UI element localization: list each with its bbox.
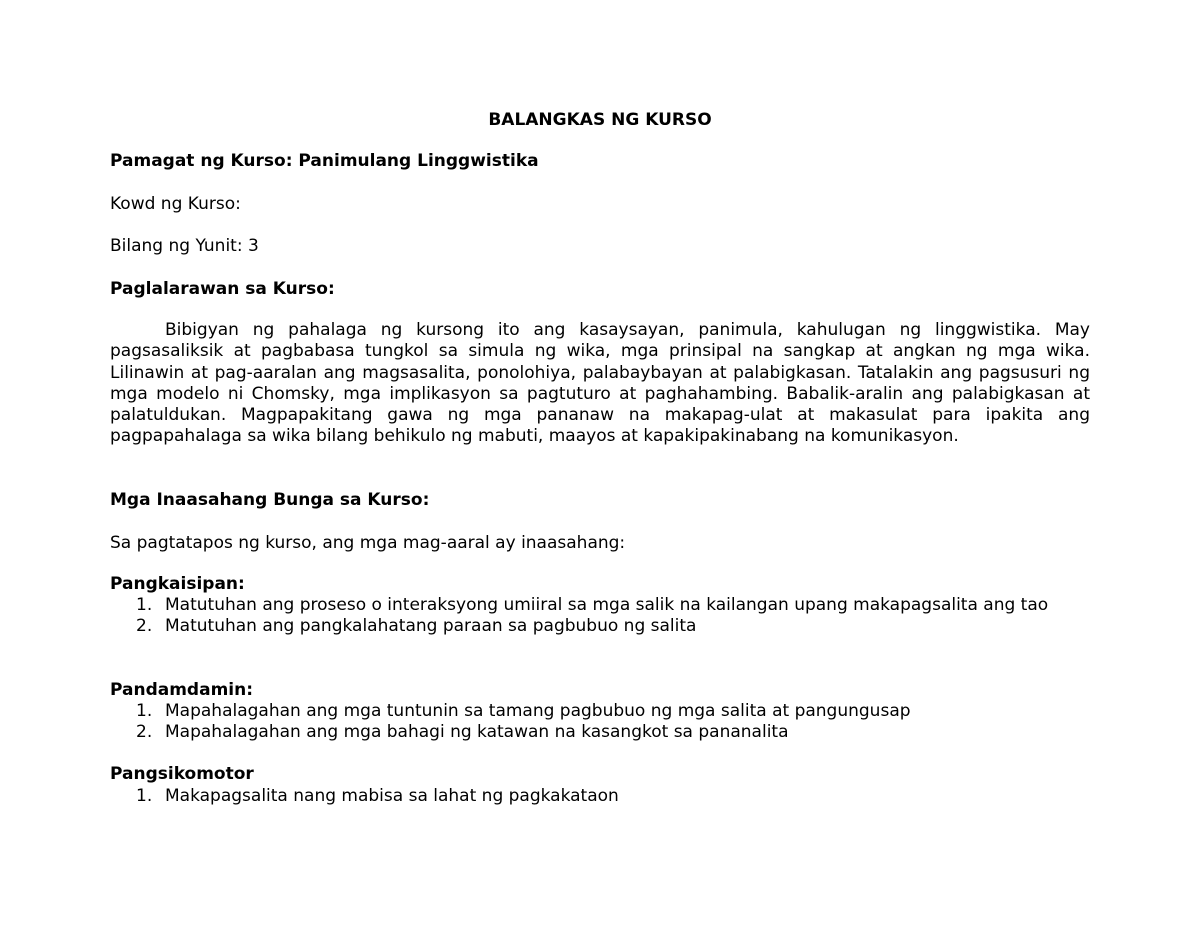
list-item-number: 1.: [136, 701, 153, 721]
affective-heading: Pandamdamin:: [110, 680, 254, 700]
outcomes-heading: Mga Inaasahang Bunga sa Kurso:: [110, 490, 430, 510]
list-item-text: Mapahalagahan ang mga bahagi ng katawan na kasangkot sa pananalita: [165, 722, 789, 742]
list-item-text: Matutuhan ang pangkalahatang paraan sa pagbubuo ng salita: [165, 616, 697, 636]
list-item-number: 1.: [136, 595, 153, 615]
list-item-number: 2.: [136, 722, 153, 742]
list-item-number: 2.: [136, 616, 153, 636]
list-item: [110, 722, 1090, 743]
list-item: [110, 701, 1090, 722]
course-code: Kowd ng Kurso:: [110, 194, 241, 214]
list-item-text: Matutuhan ang proseso o interaksyong umiiral sa mga salik na kailangan upang makapagsalita ang tao: [165, 595, 1049, 615]
affective-list: [110, 701, 1090, 743]
list-item: [110, 595, 1090, 616]
list-item-text: Makapagsalita nang mabisa sa lahat ng pagkakataon: [165, 786, 619, 806]
list-item: [110, 616, 1090, 637]
list-item-text: Mapahalagahan ang mga tuntunin sa tamang pagbubuo ng mga salita at pangungusap: [165, 701, 911, 721]
cognitive-heading: Pangkaisipan:: [110, 574, 245, 594]
document-title: BALANGKAS NG KURSO: [488, 110, 712, 130]
course-title: Pamagat ng Kurso: Panimulang Linggwistika: [110, 151, 539, 171]
psychomotor-list: [110, 786, 1090, 807]
list-item-number: 1.: [136, 786, 153, 806]
outcomes-intro: Sa pagtatapos ng kurso, ang mga mag-aaral ay inaasahang:: [110, 533, 626, 553]
cognitive-list: [110, 595, 1090, 637]
description-heading: Paglalarawan sa Kurso:: [110, 279, 335, 299]
course-description: Bibigyan ng pahalaga ng kursong ito ang kasaysayan, panimula, kahulugan ng linggwistika. May pagsasaliksik at pagbabasa tungkol sa simula ng wika, mga prinsipal na sangkap at angkan ng mga wika. Lilinawin at pag-aaralan ang magsasalita, ponolohiya, palabaybayan at palabigkasan. Tatalakin ang pagsusuri ng mga modelo ni Chomsky, mga implikasyon sa pagtuturo at paghahambing. Babalik-aralin ang palabigkasan at palatuldukan. Magpapakitang gawa ng mga pananaw na makapag-ulat at makasulat para ipakita ang pagpapahalaga sa wika bilang behikulo ng mabuti, maayos at kapakipakinabang na komunikasyon.: [110, 320, 1090, 447]
course-units: Bilang ng Yunit: 3: [110, 236, 259, 256]
psychomotor-heading: Pangsikomotor: [110, 764, 254, 784]
list-item: [110, 786, 1090, 807]
